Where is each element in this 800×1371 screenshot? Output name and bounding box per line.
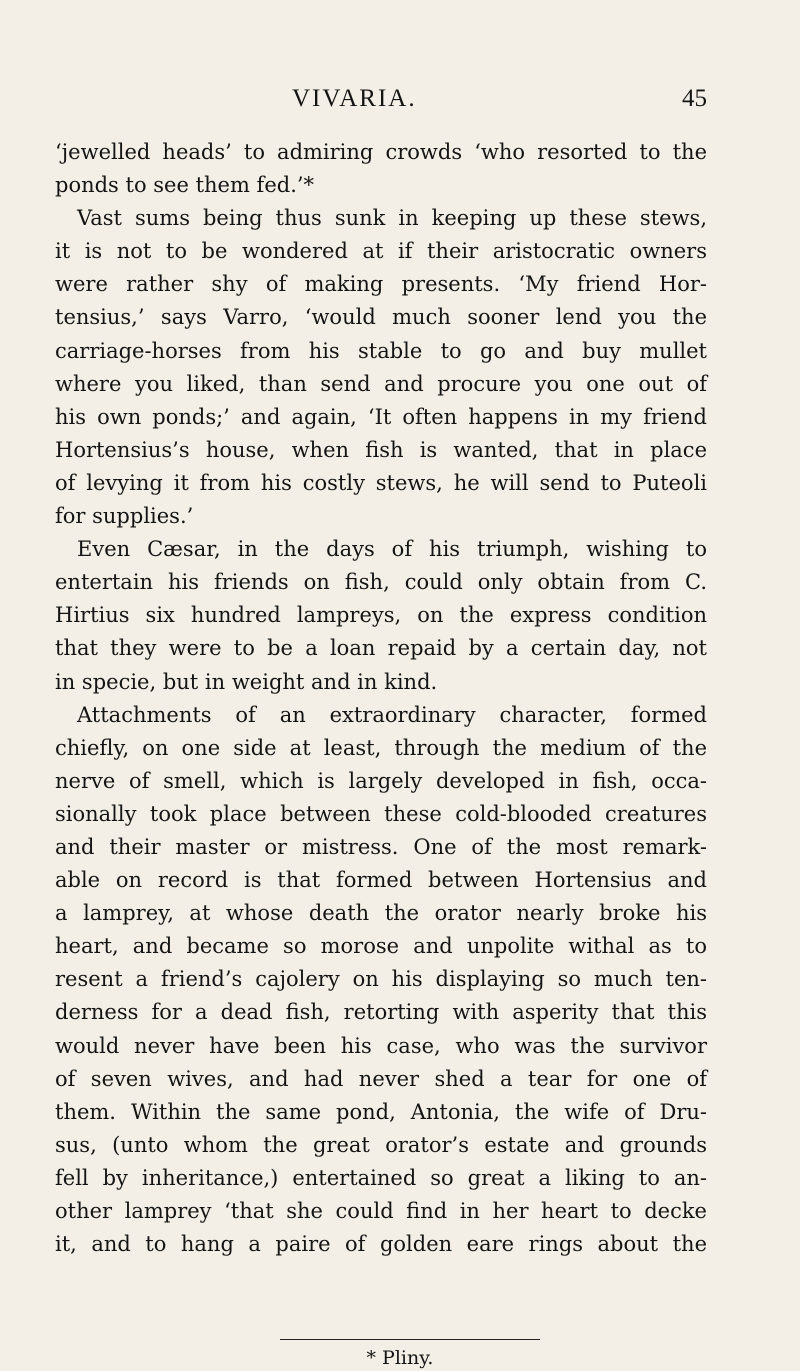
text-line: able on record is that formed between Hortensius and [55,868,707,893]
text-line: ponds to see them fed.’* [55,173,315,198]
text-line: of levying it from his costly stews, he will send to Puteoli [55,470,707,495]
page-number: 45 [682,85,707,112]
text-line: for supplies.’ [55,504,194,529]
text-line: resent a friend’s cajolery on his displaying so much ten- [55,967,707,992]
text-line: and their master or mistress. One of the most remark- [55,834,707,859]
body-text [55,136,707,1261]
text-line: Even Cæsar, in the days of his triumph, wishing to [77,537,707,562]
text-line: of seven wives, and had never shed a tear for one of [55,1066,707,1091]
text-line: his own ponds;’ and again, ‘It often happens in my friend [55,404,707,429]
text-line: entertain his friends on fish, could only obtain from C. [55,570,707,595]
running-head [55,84,707,114]
footnote-rule [280,1339,540,1340]
text-line: Vast sums being thus sunk in keeping up these stews, [77,206,707,231]
text-line: derness for a dead fish, retorting with asperity that this [55,1000,707,1025]
text-line: were rather shy of making presents. ‘My friend Hor- [55,272,707,297]
text-line: sus, (unto whom the great orator’s estate and grounds [55,1132,707,1157]
text-line: heart, and became so morose and unpolite withal as to [55,934,707,959]
text-line: that they were to be a loan repaid by a certain day, not [55,636,707,661]
text-line: it, and to hang a paire of golden eare rings about the [55,1232,707,1257]
text-line: nerve of smell, which is largely developed in fish, occa- [55,768,707,793]
text-line: in specie, but in weight and in kind. [55,669,438,694]
text-line: carriage-horses from his stable to go and buy mullet [55,338,707,363]
text-line: tensius,’ says Varro, ‘would much sooner lend you the [55,305,707,330]
text-line: it is not to be wondered at if their aristocratic owners [55,239,707,264]
footnote-text: Pliny. [382,1347,434,1369]
text-line: Attachments of an extraordinary character, formed [77,702,707,727]
text-line: chiefly, on one side at least, through the medium of the [55,735,707,760]
text-line: them. Within the same pond, Antonia, the wife of Dru- [55,1099,707,1124]
text-line: Hortensius’s house, when fish is wanted, that in place [55,437,707,462]
text-line: fell by inheritance,) entertained so great a liking to an- [55,1165,707,1190]
text-line: sionally took place between these cold-blooded creatures [55,801,707,826]
text-line: a lamprey, at whose death the orator nearly broke his [55,901,707,926]
text-line: ‘jewelled heads’ to admiring crowds ‘who resorted to the [55,140,707,164]
footnote-mark: * [366,1347,377,1369]
text-line: would never have been his case, who was the survivor [55,1033,707,1058]
text-line: Hirtius six hundred lampreys, on the express condition [55,603,707,628]
text-line: other lamprey ‘that she could find in her heart to decke [55,1199,707,1223]
footnote [0,1346,800,1370]
text-line: where you liked, than send and procure you one out of [55,371,707,396]
running-title: VIVARIA. [292,85,417,112]
